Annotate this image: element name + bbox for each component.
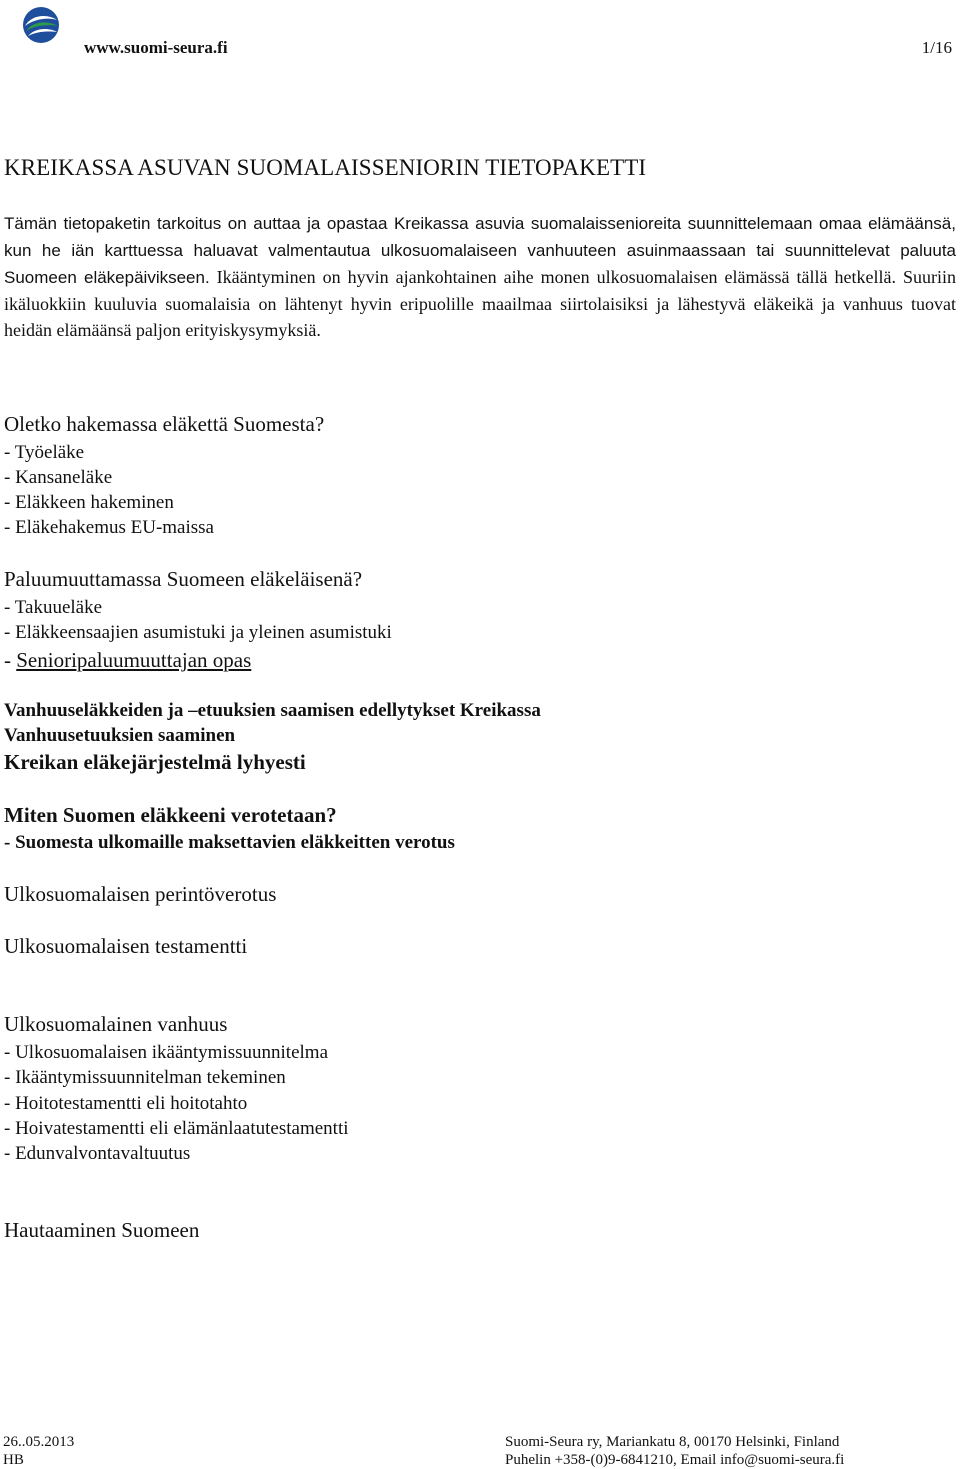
footer-contact: Puhelin +358-(0)9-6841210, Email info@suomi-seura.fi (505, 1452, 845, 1468)
old-age-heading: Ulkosuomalainen vanhuus (4, 1012, 228, 1036)
list-item: - Eläkkeensaajien asumistuki ja yleinen asumistuki (4, 622, 392, 643)
list-item: - Työeläke (4, 442, 85, 463)
greek-pension-system-heading: Kreikan eläkejärjestelmä lyhyesti (4, 750, 306, 774)
intro-paragraph (4, 210, 956, 343)
footer-right (505, 1433, 844, 1469)
intro-part-3: Suuriin ikäluokkiin kuuluvia suomalaisia on lähtenyt hyvin eripuolille maailmaa siirtolaisiksi ja lähestyvä eläkeikä ja vanhuus tuovat heidän elämäänsä paljon erityiskysymyksiä. (4, 267, 956, 340)
section-return-heading: Paluumuuttamassa Suomeen eläkeläisenä? (4, 567, 363, 591)
suomi-seura-logo-icon (22, 6, 60, 44)
header-url-link[interactable]: www.suomi-seura.fi (84, 38, 228, 57)
pension-tax-heading: Miten Suomen eläkkeeni verotetaan? (4, 803, 337, 827)
list-item: - Ulkosuomalaisen ikääntymissuunnitelma (4, 1042, 329, 1063)
inheritance-tax-heading: Ulkosuomalaisen perintöverotus (4, 882, 277, 906)
list-item: - Suomesta ulkomaille maksettavien eläkkeitten verotus (4, 832, 455, 853)
footer-initials: HB (3, 1452, 24, 1468)
page-number: 1/16 (921, 38, 952, 57)
intro-part-1: Tämän tietopaketin tarkoitus on auttaa ja opastaa Kreikassa asuvia suomalaissenioreita suunnittelemaan omaa elämäänsä, kun he iän karttuessa haluavat valmentautua ulkosuomalaiseen vanhuuteen asuinmaassaan tai suunnittelevat paluuta Suomeen eläkepäivikseen. (4, 214, 956, 287)
list-item: - Edunvalvontavaltuutus (4, 1143, 191, 1164)
greek-pension-conditions-heading: Vanhuuseläkkeiden ja –etuuksien saamisen edellytykset Kreikassa (4, 700, 541, 721)
list-item (4, 648, 251, 673)
footer-date: 26..05.2013 (3, 1434, 75, 1450)
burial-heading: Hautaaminen Suomeen (4, 1218, 200, 1242)
senior-return-guide-link[interactable]: Senioripaluumuuttajan opas (16, 648, 252, 672)
link-prefix: - (4, 648, 17, 672)
list-item: - Takuueläke (4, 597, 103, 618)
section-pension-heading: Oletko hakemassa eläkettä Suomesta? (4, 412, 325, 436)
list-item: - Hoitotestamentti eli hoitotahto (4, 1093, 248, 1114)
greek-benefits-heading: Vanhuusetuuksien saaminen (4, 725, 236, 746)
testament-heading: Ulkosuomalaisen testamentti (4, 934, 248, 958)
footer-left (3, 1433, 74, 1469)
intro-part-2: Ikääntyminen on hyvin ajankohtainen aihe monen ulkosuomalaisen elämässä tällä hetkellä. (209, 267, 903, 287)
list-item: - Eläkkeen hakeminen (4, 492, 174, 513)
list-item: - Eläkehakemus EU-maissa (4, 517, 214, 538)
document-title: KREIKASSA ASUVAN SUOMALAISSENIORIN TIETOPAKETTI (4, 155, 647, 180)
list-item: - Kansaneläke (4, 467, 113, 488)
list-item: - Hoivatestamentti eli elämänlaatutestamentti (4, 1118, 349, 1139)
list-item: - Ikääntymissuunnitelman tekeminen (4, 1067, 286, 1088)
footer-address: Suomi-Seura ry, Mariankatu 8, 00170 Helsinki, Finland (505, 1434, 840, 1450)
